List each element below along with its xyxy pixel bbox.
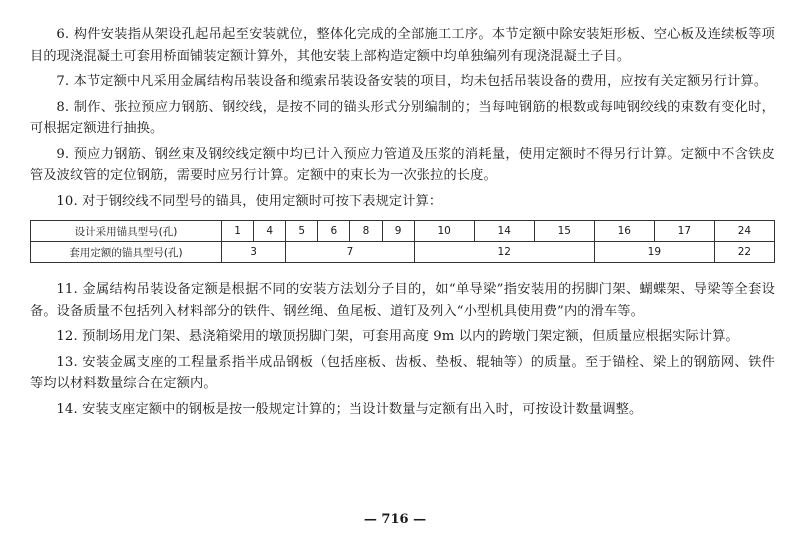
table-cell: 24 [714, 221, 774, 242]
table-cell: 17 [654, 221, 714, 242]
paragraph-14: 14. 安装支座定额中的钢板是按一般规定计算的；当设计数量与定额有出入时，可按设计数量调整。 [56, 401, 643, 417]
paragraph-8: 8. 制作、张拉预应力钢筋、钢绞线，是按不同的锚头形式分别编制的；当每吨钢筋的根数或每吨钢绞线的束数有变化时，可根据定额进行抽换。 [30, 99, 775, 136]
table-cell: 7 [286, 242, 414, 263]
paragraph-6: 6. 构件安装指从架设孔起吊起至安装就位，整体化完成的全部施工工序。本节定额中除安装矩形板、空心板及连续板等项目的现浇混凝土可套用桥面铺装定额计算外，其他安装上部构造定额中均单独编列有现浇混凝土子目。 [30, 27, 775, 64]
table-cell: 15 [534, 221, 594, 242]
table-row-label: 套用定额的锚具型号(孔) [31, 242, 222, 263]
table-row-design-anchor [31, 221, 775, 242]
paragraph-10: 10. 对于钢绞线不同型号的锚具，使用定额时可按下表规定计算： [56, 193, 443, 209]
paragraph-7: 7. 本节定额中凡采用金属结构吊装设备和缆索吊装设备安装的项目，均未包括吊装设备的费用，应按有关定额另行计算。 [56, 74, 768, 89]
table-cell: 12 [414, 242, 594, 263]
table-row-quota-anchor [31, 242, 775, 263]
table-cell: 10 [414, 221, 474, 242]
table-row-label: 设计采用锚具型号(孔) [31, 221, 222, 242]
table-cell: 22 [714, 242, 774, 263]
paragraph-12: 12. 预制场用龙门架、悬浇箱梁用的墩顶拐脚门架，可套用高度 9m 以内的跨墩门架定额，但质量应根据实际计算。 [56, 329, 739, 344]
page-number: — 716 — [363, 512, 427, 527]
paragraph-11: 11. 金属结构吊装设备定额是根据不同的安装方法划分子目的，如“单导梁”指安装用的拐脚门架、蝴蝶架、导梁等全套设备。设备质量不包括列入材料部分的铁件、钢丝绳、鱼尾板、道钉及列入“小型机具使用费”内的滑车等。 [30, 282, 775, 319]
paragraph-13: 13. 安装金属支座的工程量系指半成品钢板（包括座板、齿板、垫板、辊轴等）的质量。至于锚栓、梁上的钢筋网、铁件等均以材料数量综合在定额内。 [30, 354, 775, 391]
table-cell: 19 [594, 242, 714, 263]
table-cell: 1 [222, 221, 254, 242]
table-cell: 3 [222, 242, 286, 263]
table-cell: 9 [382, 221, 414, 242]
anchor-type-table [30, 220, 775, 263]
table-cell: 6 [318, 221, 350, 242]
table-cell: 14 [474, 221, 534, 242]
table-cell: 4 [254, 221, 286, 242]
table-cell: 16 [594, 221, 654, 242]
table-cell: 5 [286, 221, 318, 242]
table-cell: 8 [350, 221, 382, 242]
document-page [30, 24, 775, 424]
paragraph-9: 9. 预应力钢筋、钢丝束及钢绞线定额中均已计入预应力管道及压浆的消耗量，使用定额时不得另行计算。定额中不含铁皮管及波纹管的定位钢筋，需要时应另行计算。定额中的束长为一次张拉的长度。 [30, 146, 775, 183]
